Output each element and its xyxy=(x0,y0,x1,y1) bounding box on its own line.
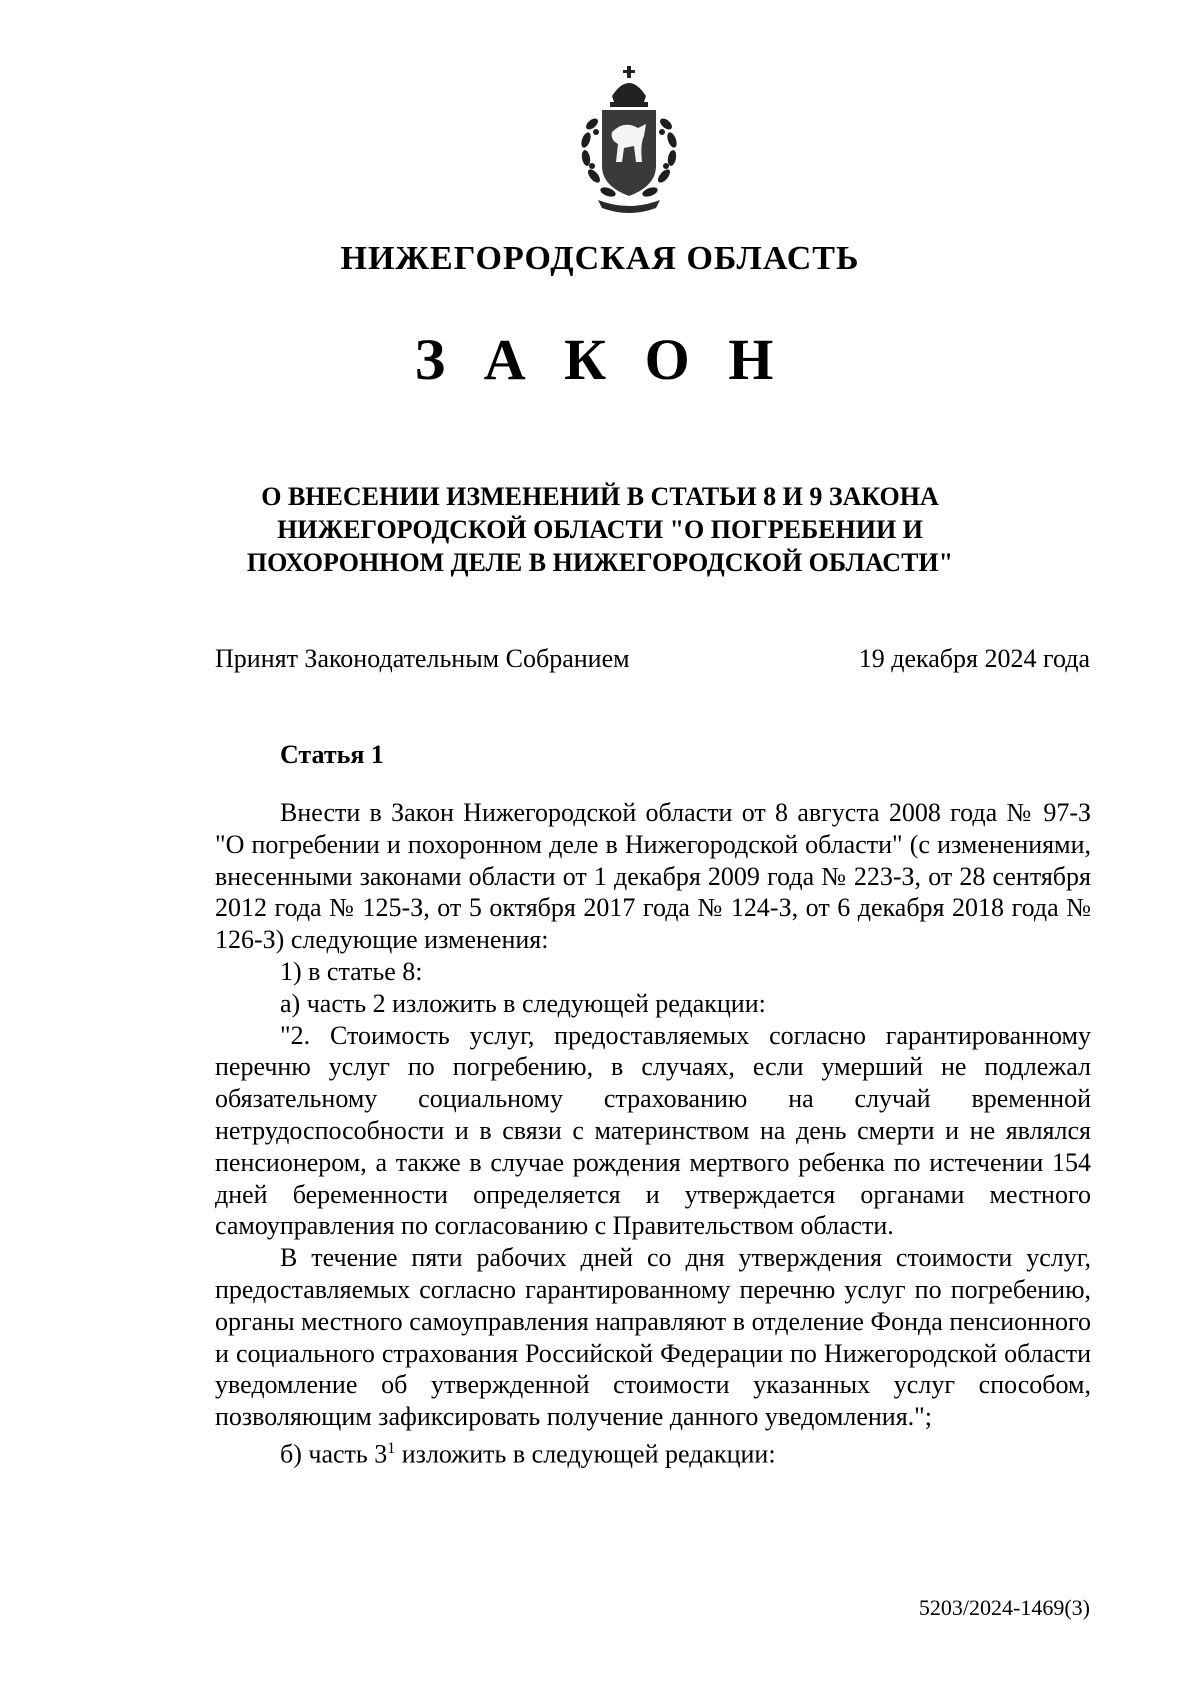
document-code: 5203/2024-1469(3) xyxy=(918,1595,1090,1620)
quoted-paragraph-1: "2. Стоимость услуг, предоставляемых согласно гарантированному перечню услуг по погребению, в случаях, если умерший не подлежал обязательному социальному страхованию на случай временной нетрудоспособности и в связи с материнством на день смерти и не являлся пенсионером, а также в случае рождения мертвого ребенка по истечении 154 дней беременности определяется и утверждается органами местного самоуправления по согласованию с Правительством области. xyxy=(215,1020,1091,1241)
law-title-line: О ВНЕСЕНИИ ИЗМЕНЕНИЙ В СТАТЬИ 8 И 9 ЗАКОНА xyxy=(261,482,939,511)
item-1: 1) в статье 8: xyxy=(280,956,423,986)
item-1b-prefix: б) часть 3 xyxy=(280,1439,388,1469)
item-1b xyxy=(215,1433,1091,1470)
law-title-line: ПОХОРОННОМ ДЕЛЕ В НИЖЕГОРОДСКОЙ ОБЛАСТИ" xyxy=(246,548,954,577)
adopted-by: Принят Законодательным Собранием xyxy=(215,644,630,673)
region-name: НИЖЕГОРОДСКАЯ ОБЛАСТЬ xyxy=(340,240,860,277)
law-title xyxy=(200,480,1000,579)
document-type: З А К О Н xyxy=(414,327,786,392)
quoted-paragraph-2: В течение пяти рабочих дней со дня утверждения стоимости услуг, предоставляемых согласно гарантированному перечню услуг по погребению, органы местного самоуправления направляют в отделение Фонда пенсионного и социального страхования Российской Федерации по Нижегородской области уведомление об утвержденной стоимости указанных услуг способом, позволяющим зафиксировать получение данного уведомления."; xyxy=(215,1243,1091,1432)
adoption-line xyxy=(215,644,1090,674)
article-intro-paragraph: Внести в Закон Нижегородской области от 8 августа 2008 года № 97-З "О погребении и похоронном деле в Нижегородской области" (с изменениями, внесенными законами области от 1 декабря 2009 года № 223-З, от 28 сентября 2012 года № 125-З, от 5 октября 2017 года № 124-З, от 6 декабря 2018 года № 126-З) следующие изменения: xyxy=(215,798,1091,955)
adoption-date: 19 декабря 2024 года xyxy=(858,644,1090,673)
article-heading: Статья 1 xyxy=(280,740,384,769)
coat-of-arms-emblem xyxy=(564,66,694,216)
item-1b-superscript: 1 xyxy=(387,1439,396,1457)
item-1a: а) часть 2 изложить в следующей редакции: xyxy=(280,988,766,1018)
law-title-line: НИЖЕГОРОДСКОЙ ОБЛАСТИ "О ПОГРЕБЕНИИ И xyxy=(277,515,923,544)
item-1b-suffix: изложить в следующей редакции: xyxy=(395,1439,776,1469)
article-body xyxy=(215,797,1091,1470)
